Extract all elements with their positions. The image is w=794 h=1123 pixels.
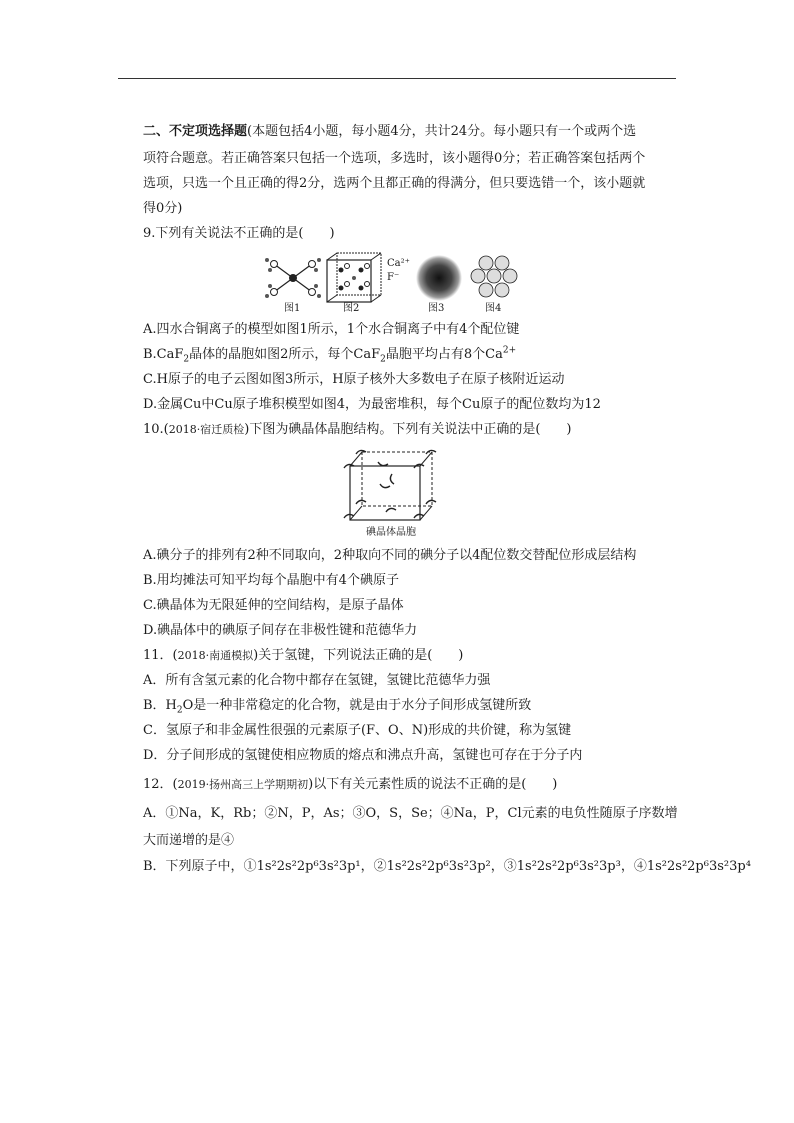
figure-2-caf2-cell [325,252,383,304]
question-11-option-b: B．$H_2O$是一种非常稳定的化合物，就是由于水分子间形成氢键所致 [143,698,532,716]
q9-b-part1: B.CaF [143,347,184,362]
question-12-option-a-line1: A．①Na，K，Rb；②N，P，As；③O，S，Se；④Na，P，Cl元素的电负性随原子序数增 [143,806,678,821]
q10-stem-pre: 10.( [143,422,169,437]
figure-1-label: 图1 [284,303,301,314]
section-header-line1 [143,124,636,140]
question-10-option-d: D.碘晶体中的碘原子间存在非极性键和范德华力 [143,623,418,638]
question-11-option-c: C．氢原子和非金属性很强的元素原子(F、O、N)形成的共价键，称为氢键 [143,723,572,738]
question-9-stem: 9.下列有关说法不正确的是( ) [143,226,335,241]
question-12-stem [143,777,557,793]
q11-stem-pre: 11．( [143,648,178,663]
q12-source: 2019·扬州高三上学期期初 [177,778,309,791]
q11-stem-post: )关于氢键，下列说法正确的是( ) [253,648,464,663]
question-10-option-b: B.用均摊法可知平均每个晶胞中有4个碘原子 [143,573,399,588]
figure-2-label: 图2 [343,303,360,314]
question-9-option-c: C.H原子的电子云图如图3所示，H原子核外大多数电子在原子核附近运动 [143,372,565,387]
question-12-option-b: B．下列原子中，①1s²2s²2p⁶3s²3p¹，②1s²2s²2p⁶3s²3p²，③1s²2s²2p⁶3s²3p³，④1s²2s²2p⁶3s²3p⁴ [143,859,751,874]
figure-1-copper-complex [262,254,324,302]
question-11-stem [143,648,463,664]
figure-2-legend-f: F⁻ [387,272,400,283]
q12-stem-pre: 12．( [143,777,178,792]
figure-3-electron-cloud [415,254,463,302]
q12-b-prefix: B．下列原子中， [143,859,244,874]
question-11-option-a: A．所有含氢元素的化合物中都存在氢键，氢键比范德华力强 [143,673,491,688]
q12-config-4: ④1s²2s²2p⁶3s²3p⁴ [633,859,751,874]
q9-b-part3: 晶胞平均占有8个Ca [385,347,503,362]
question-10-stem [143,422,571,438]
question-12-option-a-line2: 大而递增的是④ [143,833,235,848]
section-header-line4: 得0分) [143,201,183,216]
section-header-line3: 选项，只选一个且正确的得2分，选两个且都正确的得满分，但只要选错一个，该小题就 [143,176,646,191]
section-title: 二、不定项选择题 [143,124,248,139]
q12-config-3: ③1s²2s²2p⁶3s²3p³ [503,859,621,874]
q9-b-part2: 晶体的晶胞如图2所示，每个CaF [189,347,381,362]
question-9-option-b: B.CaF$_2$晶体的晶胞如图2所示，每个CaF$_2$晶胞平均占有8个$Ca^{2+}$ [143,345,517,365]
figure-3-label: 图3 [428,303,445,314]
header-rule [118,78,676,79]
question-10-option-c: C.碘晶体为无限延伸的空间结构，是原子晶体 [143,598,404,613]
figure-2-legend-ca: Ca²⁺ [387,258,410,269]
question-9-option-d: D.金属Cu中Cu原子堆积模型如图4，为最密堆积，每个Cu原子的配位数均为12 [143,397,601,412]
q10-source: 2018·宿迁质检 [168,423,245,436]
question-9-option-a: A.四水合铜离子的模型如图1所示，1个水合铜离子中有4个配位键 [143,322,520,337]
q11-source: 2018·南通模拟 [177,649,254,662]
q12-config-1: ①1s²2s²2p⁶3s²3p¹ [243,859,361,874]
q12-stem-post: )以下有关元素性质的说法不正确的是( ) [308,777,558,792]
q11-b-part2: O是一种非常稳定的化合物，就是由于水分子间形成氢键所致 [182,698,532,713]
q12-config-2: ②1s²2s²2p⁶3s²3p² [373,859,491,874]
section-header-line2: 项符合题意。若正确答案只包括一个选项，多选时，该小题得0分；若正确答案包括两个 [143,151,646,166]
figure-4-label: 图4 [485,303,502,314]
q11-b-part1: B．H [143,698,177,713]
question-10-option-a: A.碘分子的排列有2种不同取向，2种取向不同的碘分子以4配位数交替配位形成层结构 [143,548,637,563]
q10-stem-post: )下图为碘晶体晶胞结构。下列有关说法中正确的是( ) [244,422,572,437]
figure-4-cu-packing [470,254,518,302]
iodine-crystal-cell-figure [340,444,440,524]
iodine-figure-caption: 碘晶体晶胞 [366,527,416,538]
section-instructions-1: (本题包括4小题，每小题4分，共计24分。每小题只有一个或两个选 [247,124,637,139]
question-11-option-d: D．分子间形成的氢键使相应物质的熔点和沸点升高，氢键也可存在于分子内 [143,748,583,763]
